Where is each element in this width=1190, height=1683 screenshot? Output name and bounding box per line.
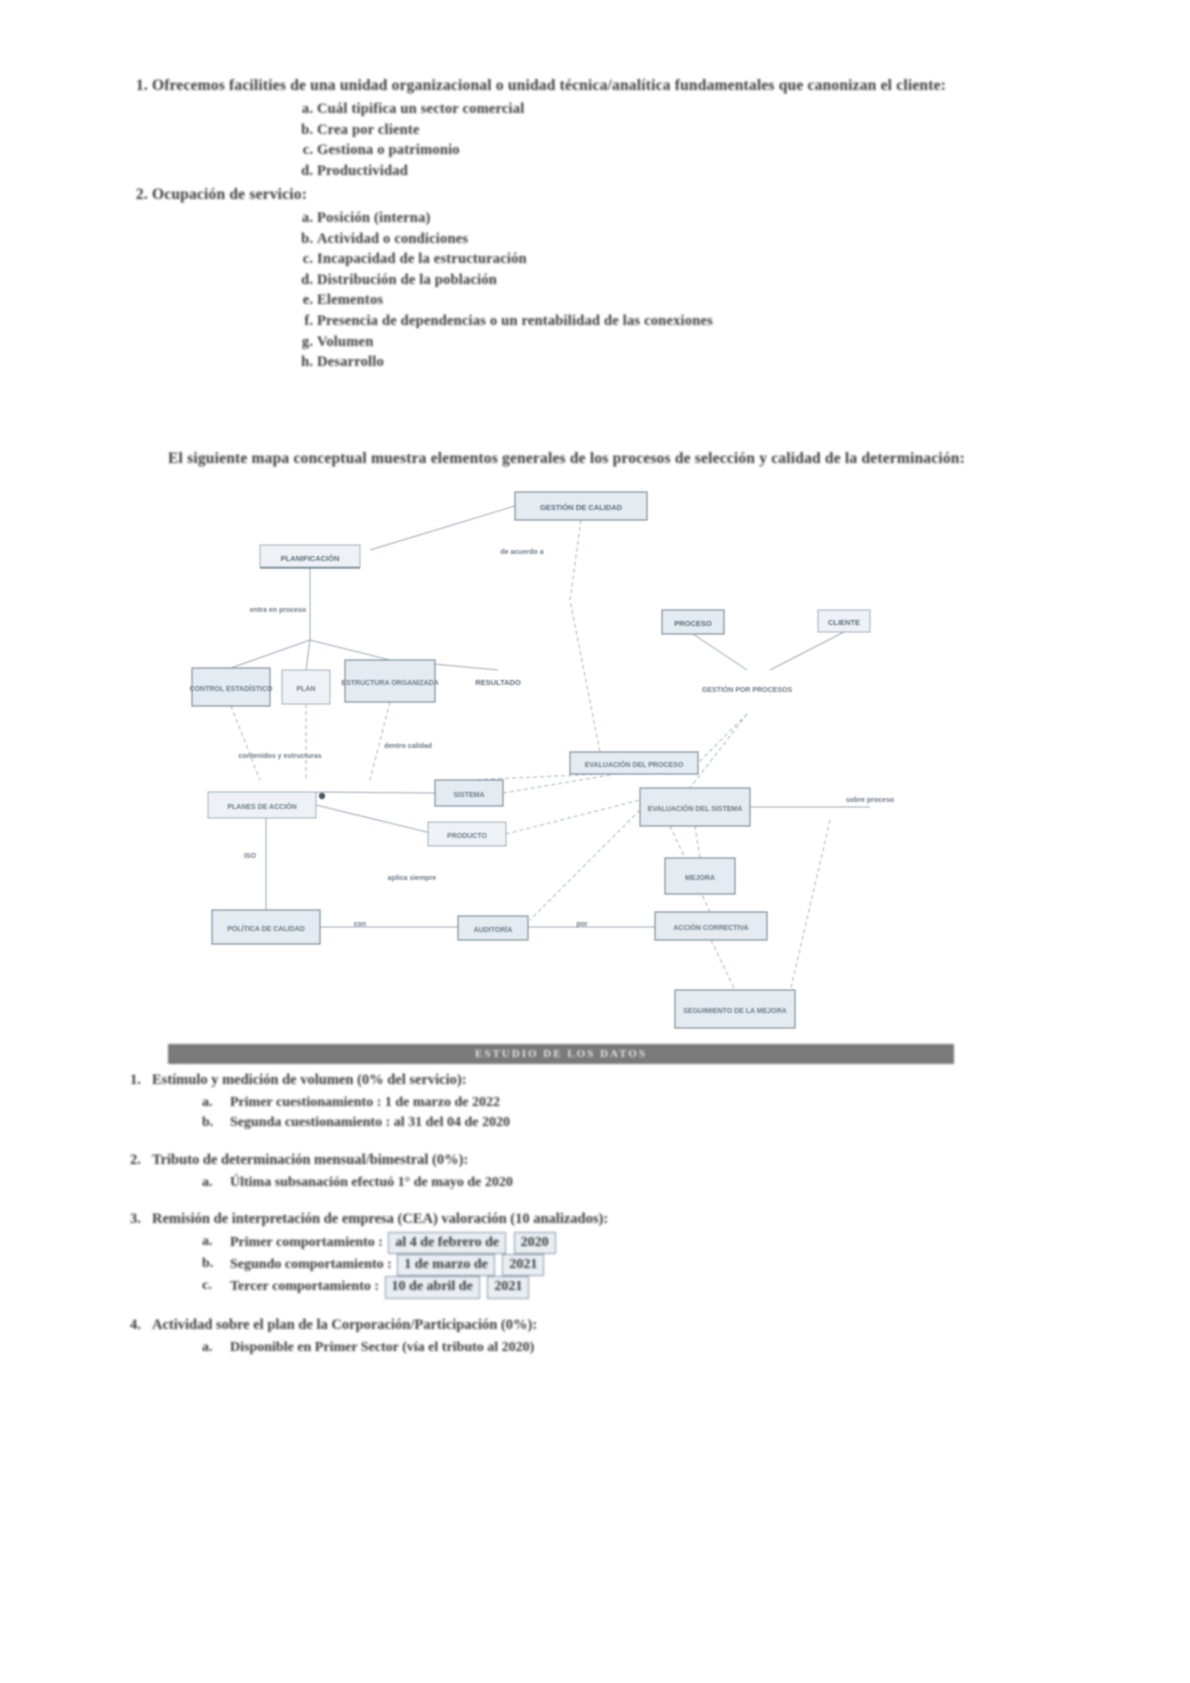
outline-item [152, 185, 1010, 373]
outline-subitem: h. Desarrollo [317, 352, 1010, 373]
svg-text:con: con [353, 921, 367, 928]
diagram-node [190, 668, 274, 706]
bottom-subitem-label: Segundo comportamiento : [230, 1257, 392, 1273]
outline-item [152, 76, 1010, 181]
svg-text:ISO: ISO [243, 853, 257, 860]
diagram-node [435, 780, 503, 806]
bottom-subitem-label: Tercer comportamiento : [230, 1279, 380, 1295]
outline-list [130, 76, 1010, 373]
svg-text:EVALUACIÓN DEL SISTEMA: EVALUACIÓN DEL SISTEMA [647, 806, 743, 813]
bottom-subitem-value-box: 10 de abril de [385, 1276, 480, 1298]
svg-text:GESTIÓN DE CALIDAD: GESTIÓN DE CALIDAD [539, 503, 623, 512]
diagram-nodes [190, 492, 870, 1028]
bottom-subitem-text: Disponible en Primer Sector (vía el tributo al 2020) [230, 1339, 535, 1355]
svg-text:sobre proceso: sobre proceso [845, 797, 895, 804]
outline-subitem: a. Posición (interna) [317, 208, 1010, 229]
diagram-node [818, 610, 870, 632]
svg-text:entra en proceso: entra en proceso [249, 607, 307, 614]
bottom-subitem [202, 1254, 1030, 1276]
bottom-subitem [202, 1276, 1030, 1298]
bottom-item [130, 1151, 1030, 1169]
bottom-subitem-value-box: al 4 de febrero de [388, 1232, 506, 1254]
diagram-node [662, 610, 724, 634]
outline-sublist [152, 99, 1010, 181]
svg-text:CLIENTE: CLIENTE [827, 618, 861, 627]
bottom-item-number: 1. [130, 1072, 141, 1088]
svg-text:de acuerdo a: de acuerdo a [500, 549, 544, 556]
outline-subitem: b. Actividad o condiciones [317, 229, 1010, 250]
bottom-subitem [202, 1338, 1030, 1358]
diagram-node [428, 822, 506, 846]
top-outline [130, 76, 1010, 377]
svg-text:SEGUIMIENTO DE LA MEJORA: SEGUIMIENTO DE LA MEJORA [683, 1008, 787, 1015]
svg-text:dentro calidad: dentro calidad [384, 743, 432, 750]
bottom-item-text: Remisión de interpretación de empresa (CEA) valoración (10 analizados): [152, 1210, 609, 1227]
bottom-subitem-marker: a. [202, 1174, 213, 1190]
outline-sublist [152, 208, 1010, 373]
diagram-edge-labels [238, 549, 894, 928]
diagram-node [655, 912, 767, 940]
outline-subitem: c. Incapacidad de la estructuración [317, 249, 1010, 270]
diagram-node [212, 910, 320, 944]
outline-item-text: Ofrecemos facilities de una unidad organizacional o unidad técnica/analítica fundamentales que canonizan el cliente: [152, 77, 947, 94]
bottom-item [130, 1210, 1030, 1228]
bottom-subitem-marker: b. [202, 1115, 214, 1131]
svg-text:SISTEMA: SISTEMA [453, 792, 485, 799]
svg-text:PLANES DE ACCIÓN: PLANES DE ACCIÓN [227, 804, 297, 811]
svg-text:POLÍTICA DE CALIDAD: POLÍTICA DE CALIDAD [227, 926, 305, 933]
diagram-node [208, 792, 316, 818]
diagram-node [515, 492, 647, 520]
bottom-item-number: 3. [130, 1210, 141, 1227]
svg-text:GESTIÓN POR PROCESOS: GESTIÓN POR PROCESOS [701, 687, 793, 694]
concept-map-diagram [170, 480, 960, 1040]
outline-subitem: f. Presencia de dependencias o un rentabilidad de las conexiones [317, 311, 1010, 332]
bottom-subitem-label: Primer comportamiento : [230, 1234, 383, 1250]
diagram-node [458, 916, 528, 940]
outline-subitem: a. Cuál tipifica un sector comercial [317, 99, 1010, 120]
svg-text:EVALUACIÓN DEL PROCESO: EVALUACIÓN DEL PROCESO [584, 762, 684, 769]
svg-text:contenidos y estructuras: contenidos y estructuras [238, 753, 322, 760]
diagram-node [702, 685, 793, 694]
svg-text:PRODUCTO: PRODUCTO [447, 833, 487, 840]
svg-text:PROCESO: PROCESO [674, 619, 712, 628]
diagram-node [260, 545, 360, 568]
bottom-subitem-marker: c. [202, 1278, 212, 1294]
bottom-subitem-marker: a. [202, 1095, 213, 1110]
bottom-subitem [202, 1173, 1030, 1193]
bottom-subitem-value-box: 1 de marzo de [397, 1254, 495, 1276]
bottom-subitem-value-year: 2021 [502, 1254, 544, 1276]
bottom-subitem-text: Última subsanación efectuó 1° de mayo de 2020 [230, 1174, 513, 1190]
outline-subitem: c. Gestiona o patrimonio [317, 140, 1010, 161]
diagram-node [675, 990, 795, 1028]
bottom-item-number: 2. [130, 1151, 141, 1168]
bottom-item [130, 1316, 1030, 1334]
diagram-node [570, 752, 698, 774]
svg-text:ESTRUCTURA ORGANIZADA: ESTRUCTURA ORGANIZADA [341, 680, 439, 687]
bottom-subitem-value-year: 2020 [514, 1232, 556, 1254]
bottom-subitem-marker: b. [202, 1256, 214, 1272]
svg-text:AUDITORÍA: AUDITORÍA [473, 927, 513, 934]
bottom-subitem [202, 1232, 1030, 1254]
bottom-item-text: Estímulo y medición de volumen (0% del servicio): [152, 1072, 467, 1088]
outline-subitem: b. Crea por cliente [317, 120, 1010, 141]
bottom-item-text: Actividad sobre el plan de la Corporación/Participación (0%): [152, 1316, 538, 1333]
diagram-node [282, 670, 330, 704]
svg-text:aplica siempre: aplica siempre [387, 875, 437, 882]
section-banner: ESTUDIO DE LOS DATOS [168, 1044, 954, 1064]
bottom-subitem [202, 1093, 1030, 1113]
svg-text:ACCIÓN CORRECTIVA: ACCIÓN CORRECTIVA [673, 925, 749, 932]
intro-paragraph: El siguiente mapa conceptual muestra elementos generales de los procesos de selección y calidad de la determinación: [168, 450, 965, 467]
diagram-node [341, 660, 438, 702]
svg-text:PLANIFICACIÓN: PLANIFICACIÓN [280, 554, 340, 563]
bottom-item [130, 1072, 1030, 1089]
svg-text:PLAN: PLAN [296, 686, 316, 693]
svg-text:RESULTADO: RESULTADO [475, 678, 521, 687]
diagram-node [640, 788, 750, 826]
bottom-subitem-marker: a. [202, 1339, 213, 1355]
svg-text:MEJORA: MEJORA [685, 875, 715, 882]
outline-subitem: d. Distribución de la población [317, 270, 1010, 291]
bottom-subitem [202, 1113, 1030, 1133]
bottom-subitem-marker: a. [202, 1233, 213, 1249]
svg-text:CONTROL ESTADÍSTICO: CONTROL ESTADÍSTICO [189, 686, 273, 693]
diagram-node [665, 858, 735, 894]
outline-subitem: d. Productividad [317, 161, 1010, 182]
bottom-section [130, 1072, 1030, 1358]
diagram-edges [231, 506, 870, 992]
outline-item-text: Ocupación de servicio: [152, 186, 308, 204]
bottom-subitem-text: Segunda cuestionamiento : al 31 del 04 de 2020 [230, 1115, 511, 1131]
bottom-subitem-text: Primer cuestionamiento : 1 de marzo de 2022 [230, 1095, 500, 1110]
outline-subitem: g. Volumen [317, 332, 1010, 353]
svg-text:por: por [576, 921, 588, 928]
bottom-item-number: 4. [130, 1316, 141, 1333]
bottom-subitem-value-year: 2021 [487, 1276, 529, 1298]
diagram-node [475, 678, 521, 687]
bottom-item-text: Tributo de determinación mensual/bimestral (0%): [152, 1151, 469, 1168]
outline-subitem: e. Elementos [317, 290, 1010, 311]
